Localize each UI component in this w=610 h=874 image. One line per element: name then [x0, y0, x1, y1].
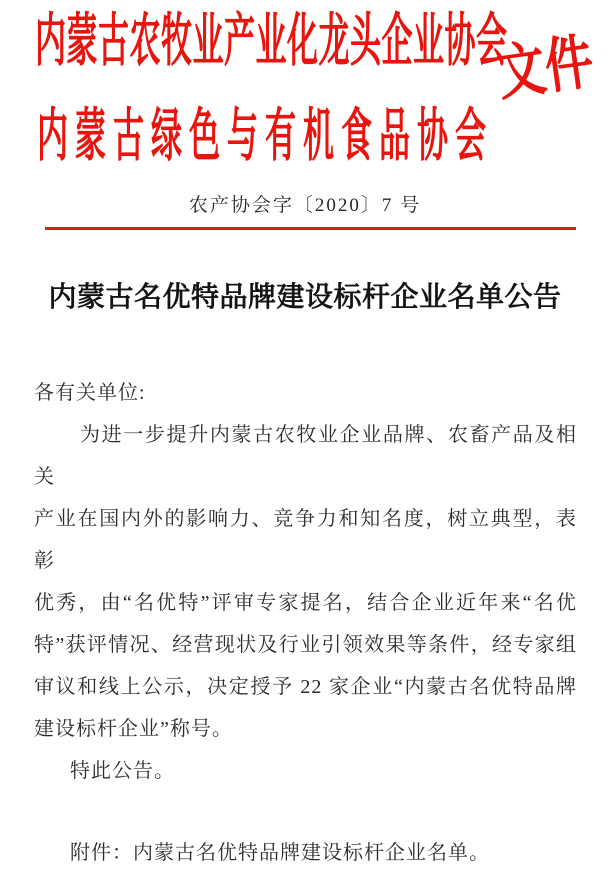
- salutation: 各有关单位:: [34, 382, 146, 404]
- body-line: 审议和线上公示，决定授予 22 家企业“内蒙古名优特品牌: [34, 676, 577, 698]
- body-line: 为进一步提升内蒙古农牧业企业品牌、农畜产品及相关: [34, 424, 577, 488]
- document-body: [34, 372, 577, 874]
- body-line: 优秀，由“名优特”评审专家提名，结合企业近年来“名优: [34, 592, 577, 614]
- letterhead-org-name-2: 内蒙古绿色与有机食品协会: [37, 103, 493, 168]
- body-line: 建设标杆企业”称号。: [34, 718, 233, 740]
- body-line: 特”获评情况、经营现状及行业引领效果等条件，经专家组: [34, 634, 577, 656]
- body-line: 产业在国内外的影响力、竞争力和知名度，树立典型，表彰: [34, 508, 577, 572]
- closing-statement: 特此公告。: [70, 760, 175, 782]
- document-title: 内蒙古名优特品牌建设标杆企业名单公告: [48, 282, 562, 313]
- letterhead-org-name-1: 内蒙古农牧业产业化龙头企业协会: [35, 8, 508, 73]
- document-number: 农产协会字〔2020〕7 号: [188, 195, 422, 216]
- attachment-note: 附件：内蒙古名优特品牌建设标杆企业名单。: [70, 842, 490, 864]
- letterhead-doc-type: 文件: [493, 29, 598, 109]
- red-divider-line: [45, 227, 576, 230]
